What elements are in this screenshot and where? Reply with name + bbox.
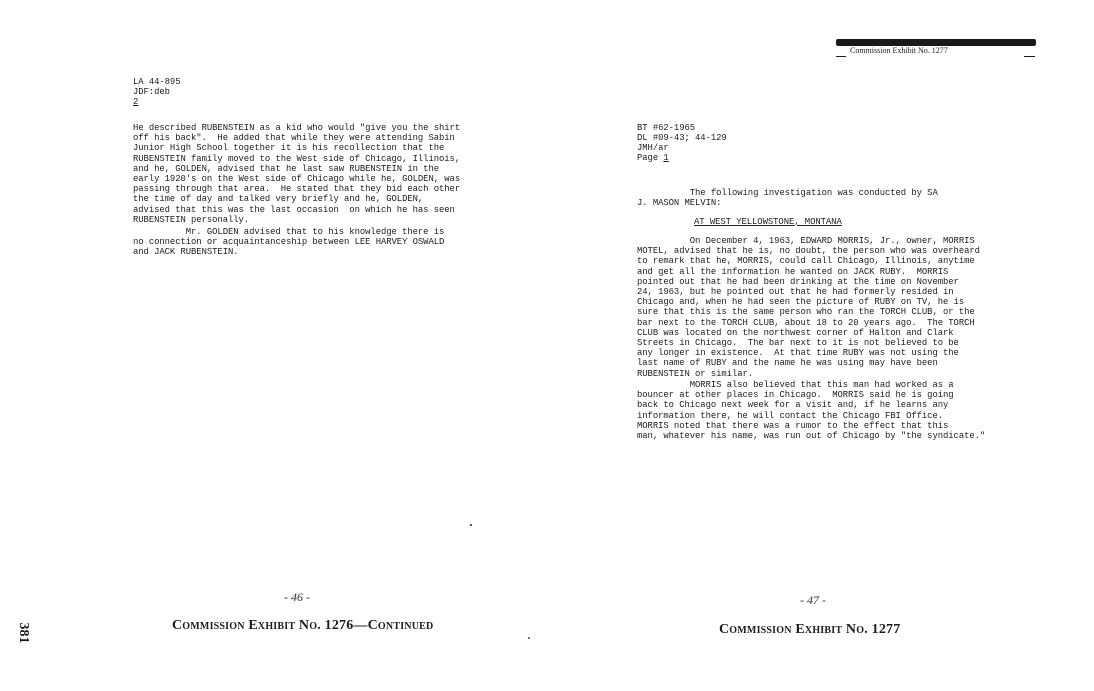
text-line: J. MASON MELVIN: bbox=[637, 198, 722, 209]
text-line: CLUB was located on the northwest corner of Halton and Clark bbox=[637, 327, 954, 338]
right-handwritten-page-number: - 47 - bbox=[800, 593, 826, 607]
speck-mark bbox=[470, 524, 472, 526]
speck-mark bbox=[528, 637, 530, 639]
text-line: He described RUBENSTEIN as a kid who would "give you the shirt bbox=[133, 123, 461, 133]
text-line: information there, he will contact the Chicago FBI Office. bbox=[637, 410, 944, 421]
text-line: any longer in existence. At that time RUBY was not using the bbox=[637, 348, 959, 359]
right-page-line bbox=[637, 153, 669, 163]
text-line: off his back". He added that while they were attending Sabin bbox=[133, 133, 455, 144]
text-line: MORRIS noted that there was a rumor to the effect that this bbox=[637, 420, 949, 431]
text-line: and he, GOLDEN, advised that he last saw RUBENSTEIN in the bbox=[133, 163, 440, 174]
text-line: passing through that area. He stated that they bid each other bbox=[133, 184, 461, 195]
left-exhibit-caption: Commission Exhibit No. 1276—Continued bbox=[172, 618, 434, 633]
right-file-line-1: BT #62-1965 bbox=[637, 123, 696, 133]
text-line: man, whatever his name, was run out of Chicago by "the syndicate." bbox=[637, 431, 986, 442]
location-heading: AT WEST YELLOWSTONE, MONTANA bbox=[694, 217, 842, 227]
left-initials: JDF:deb bbox=[133, 87, 170, 97]
text-line: the time of day and talked very briefly and he, GOLDEN, bbox=[133, 194, 424, 205]
right-page-number: 1 bbox=[663, 153, 669, 163]
left-page-number: 2 bbox=[133, 97, 139, 107]
text-line: back to Chicago next week for a visit and, if he learns any bbox=[637, 400, 949, 411]
right-intro bbox=[637, 188, 938, 208]
header-bar bbox=[836, 39, 1036, 46]
header-exhibit-label: Commission Exhibit No. 1277 bbox=[850, 46, 948, 55]
text-line: On December 4, 1963, EDWARD MORRIS, Jr., owner, MORRIS bbox=[637, 236, 975, 246]
text-line: The following investigation was conducted by SA bbox=[637, 188, 938, 198]
text-line: pointed out that he had been drinking at the time on November bbox=[637, 276, 959, 287]
left-handwritten-page-number: - 46 - bbox=[284, 590, 310, 604]
text-line: early 1920's on the West side of Chicago while he, GOLDEN, was bbox=[133, 174, 461, 185]
page-label: Page bbox=[637, 153, 664, 163]
text-line: MORRIS also believed that this man had worked as a bbox=[637, 380, 954, 390]
right-paragraph-1 bbox=[637, 236, 980, 379]
text-line: Streets in Chicago. The bar next to it is not believed to be bbox=[637, 338, 959, 349]
text-line: advised that this was the last occasion on which he has seen bbox=[133, 204, 455, 215]
text-line: RUBENSTEIN or similar. bbox=[637, 368, 754, 379]
text-line: Junior High School together it is his recollection that the bbox=[133, 143, 445, 154]
right-file-line-2: DL #09-43; 44-129 bbox=[637, 133, 727, 143]
text-line: Chicago and, when he had seen the picture of RUBY on TV, he is bbox=[637, 297, 965, 308]
text-line: sure that this is the same person who ran the TORCH CLUB, or the bbox=[637, 307, 975, 318]
right-paragraph-2 bbox=[637, 380, 985, 441]
text-line: bouncer at other places in Chicago. MORRIS said he is going bbox=[637, 390, 954, 401]
left-paragraph-1 bbox=[133, 123, 460, 225]
left-file-number: LA 44-895 bbox=[133, 77, 181, 87]
left-paragraph-2 bbox=[133, 227, 444, 258]
text-line: and JACK RUBENSTEIN. bbox=[133, 247, 239, 258]
header-rule-left bbox=[836, 56, 846, 57]
right-exhibit-caption: Commission Exhibit No. 1277 bbox=[719, 622, 901, 637]
text-line: RUBENSTEIN personally. bbox=[133, 214, 250, 225]
right-initials: JMH/ar bbox=[637, 143, 669, 153]
text-line: Mr. GOLDEN advised that to his knowledge there is bbox=[133, 227, 445, 237]
text-line: MOTEL, advised that he is, no doubt, the person who was overheard bbox=[637, 246, 980, 257]
text-line: to remark that he, MORRIS, could call Chicago, Illinois, anytime bbox=[637, 256, 975, 267]
text-line: last name of RUBY and the name he was using may have been bbox=[637, 358, 938, 369]
text-line: no connection or acquaintanceship between LEE HARVEY OSWALD bbox=[133, 237, 445, 248]
text-line: RUBENSTEIN family moved to the West side of Chicago, Illinois, bbox=[133, 153, 461, 164]
text-line: bar next to the TORCH CLUB, about 18 to 20 years ago. The TORCH bbox=[637, 317, 975, 328]
text-line: and get all the information he wanted on JACK RUBY. MORRIS bbox=[637, 266, 949, 277]
header-rule-right bbox=[1024, 56, 1035, 57]
text-line: 24, 1963, but he pointed out that he had formerly resided in bbox=[637, 287, 954, 298]
margin-page-number: 381 bbox=[16, 622, 31, 644]
